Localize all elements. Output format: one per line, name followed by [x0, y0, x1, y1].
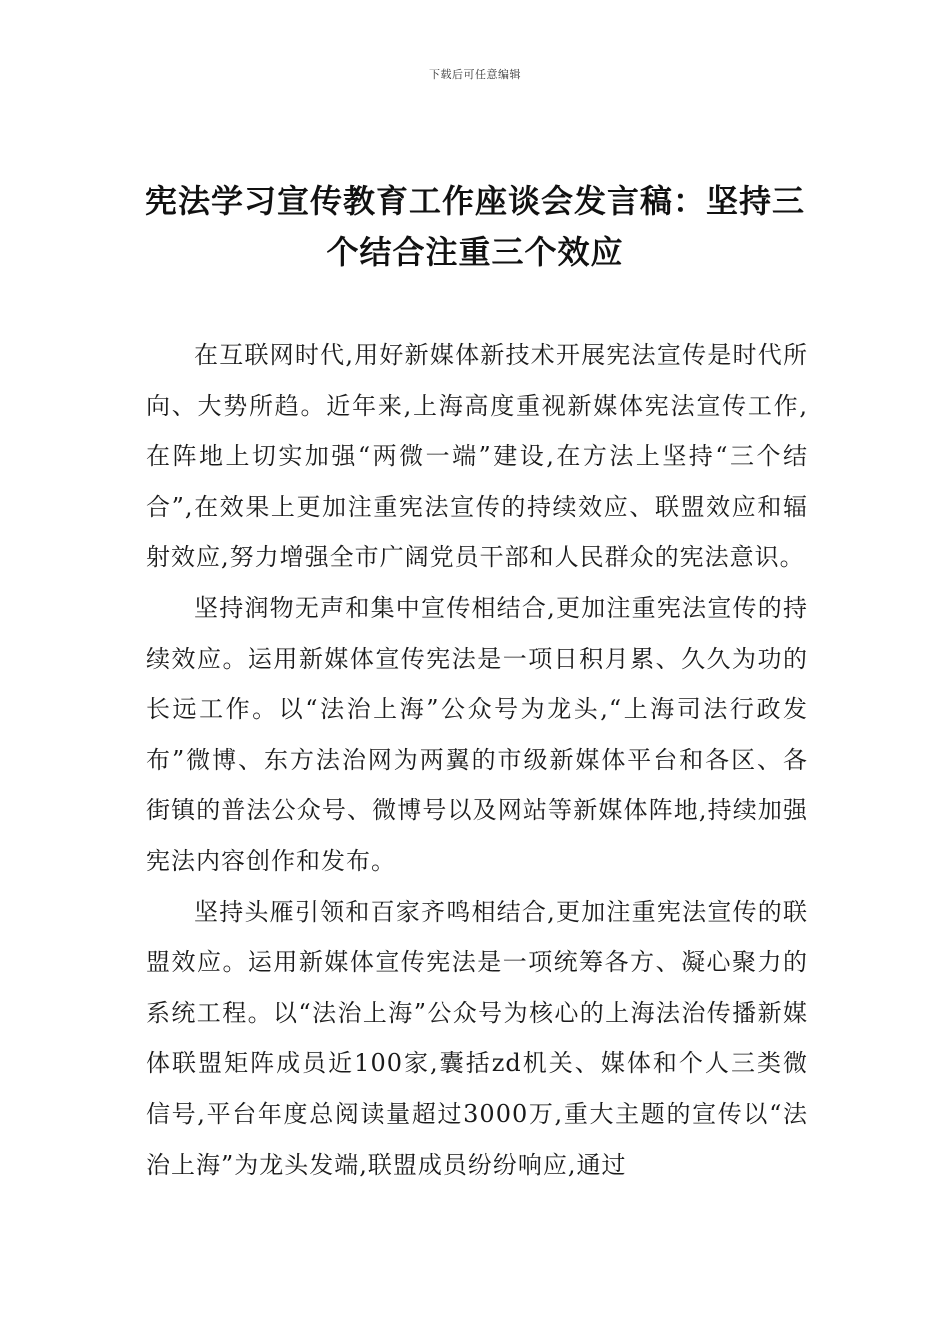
paragraph-3: 坚持头雁引领和百家齐鸣相结合,更加注重宪法宣传的联盟效应。运用新媒体宣传宪法是一项统筹各方、凝心聚力的系统工程。以“法治上海”公众号为核心的上海法治传播新媒体联盟矩阵成员近100家,囊括zd机关、媒体和个人三类微信号,平台年度总阅读量超过3000万,重大主题的宣传以“法治上海”为龙头发端,联盟成员纷纷响应,通过	[146, 897, 808, 1179]
document-body	[146, 330, 808, 1190]
paragraph-1: 在互联网时代,用好新媒体新技术开展宪法宣传是时代所向、大势所趋。近年来,上海高度重视新媒体宪法宣传工作,在阵地上切实加强“两微一端”建设,在方法上坚持“三个结合”,在效果上更加注重宪法宣传的持续效应、联盟效应和辐射效应,努力增强全市广阔党员干部和人民群众的宪法意识。	[146, 341, 808, 572]
document-title: 宪法学习宣传教育工作座谈会发言稿：坚持三个结合注重三个效应	[144, 182, 805, 271]
header-note: 下载后可任意编辑	[429, 68, 521, 81]
paragraph-2: 坚持润物无声和集中宣传相结合,更加注重宪法宣传的持续效应。运用新媒体宣传宪法是一项日积月累、久久为功的长远工作。以“法治上海”公众号为龙头,“上海司法行政发布”微博、东方法治网为两翼的市级新媒体平台和各区、各街镇的普法公众号、微博号以及网站等新媒体阵地,持续加强宪法内容创作和发布。	[146, 593, 808, 875]
